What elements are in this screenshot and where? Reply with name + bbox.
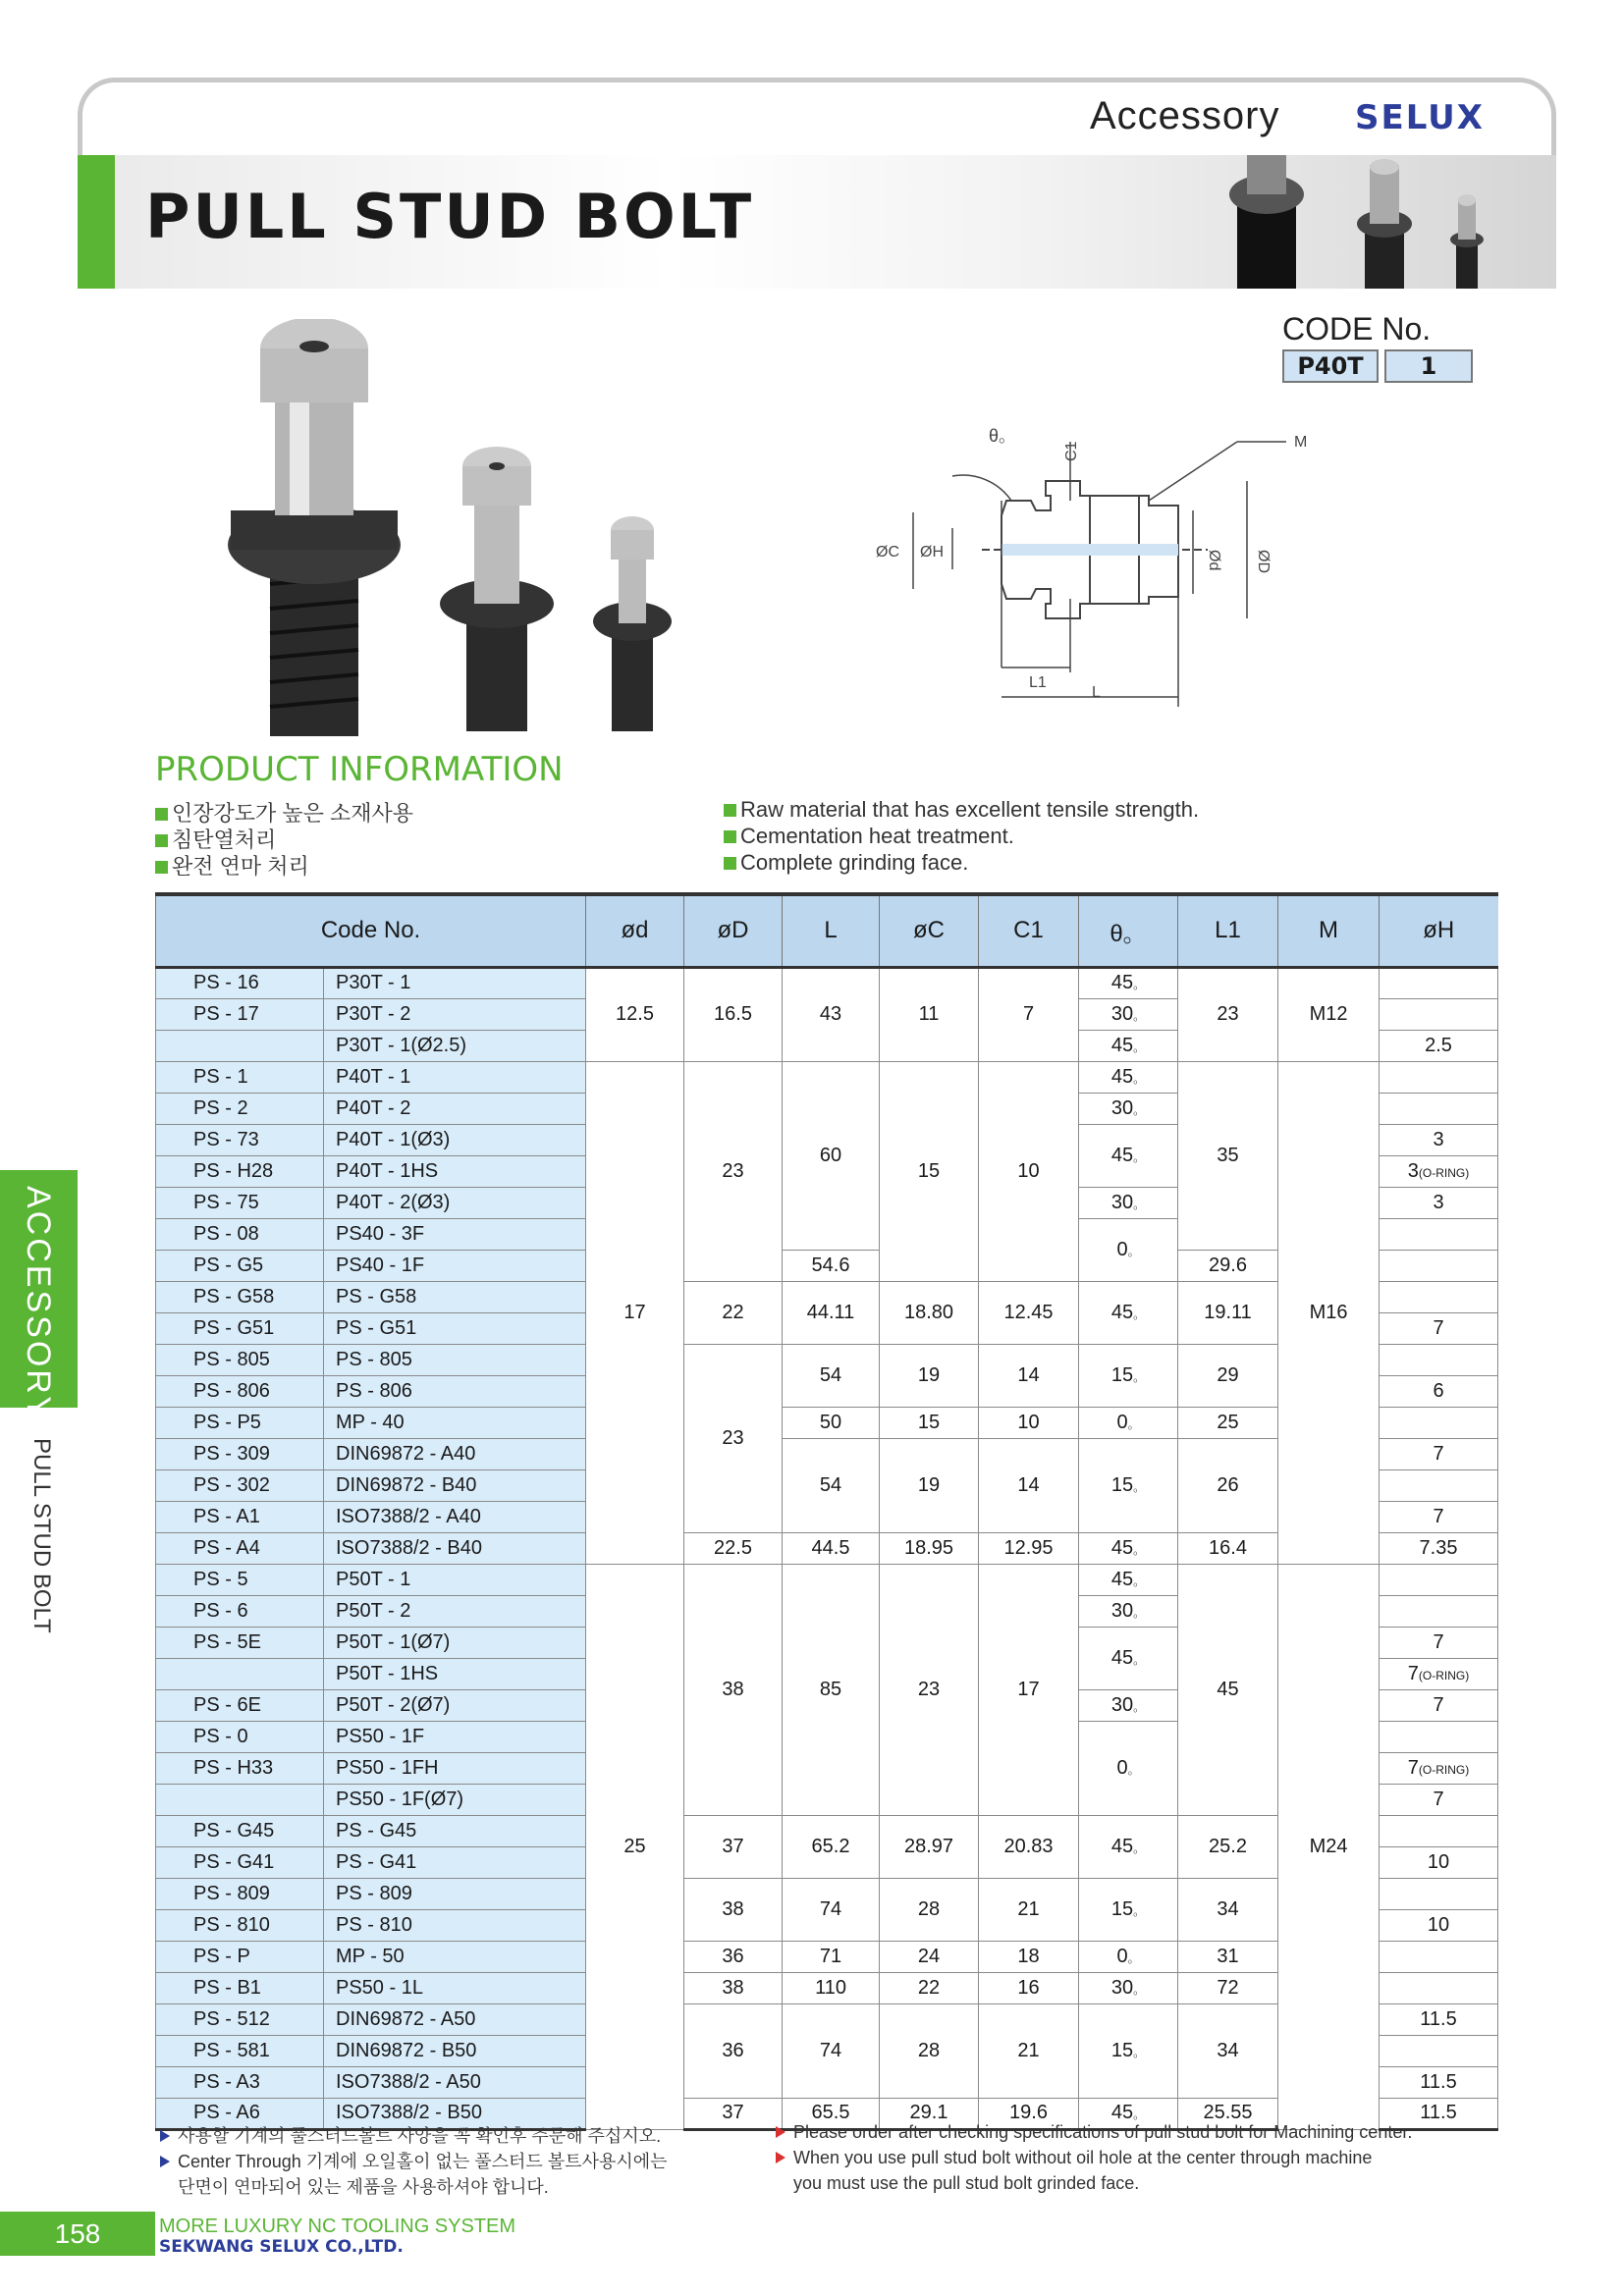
cell-L1: 23 <box>1178 967 1278 1061</box>
cell-H <box>1380 1093 1498 1124</box>
code-no: PS - A4 <box>156 1532 324 1564</box>
cell-H: 3 <box>1380 1187 1498 1218</box>
code-no: PS50 - 1FH <box>324 1752 586 1784</box>
cell-H <box>1380 1250 1498 1281</box>
code-no <box>156 1784 324 1815</box>
cell-d: 17 <box>586 1061 684 1564</box>
code-no: DIN69872 - A40 <box>324 1438 586 1469</box>
note-en-2: When you use pull stud bolt without oil hole at the center through machine <box>776 2148 1372 2168</box>
cell-L1: 45 <box>1178 1564 1278 1815</box>
code-no: PS - 5E <box>156 1627 324 1658</box>
cell-L: 44.11 <box>783 1281 880 1344</box>
code-no: PS - 6E <box>156 1689 324 1721</box>
code-no: PS - P5 <box>156 1407 324 1438</box>
code-no: PS - 806 <box>324 1375 586 1407</box>
cell-L1: 25 <box>1178 1407 1278 1438</box>
cell-D: 23 <box>684 1061 783 1281</box>
cell-L1: 34 <box>1178 1878 1278 1941</box>
note-en-3: you must use the pull stud bolt grinded face. <box>793 2173 1140 2193</box>
diagram-label-l1: L1 <box>1029 674 1047 691</box>
cell-theta: 45。 <box>1079 967 1178 998</box>
cell-H: 7.35 <box>1380 1532 1498 1564</box>
code-no: PS40 - 3F <box>324 1218 586 1250</box>
code-no: P40T - 2(Ø3) <box>324 1187 586 1218</box>
cell-D: 22.5 <box>684 1532 783 1564</box>
cell-D: 16.5 <box>684 967 783 1061</box>
cell-d: 25 <box>586 1564 684 2129</box>
diagram-label-l: L <box>1092 684 1101 701</box>
cell-L: 54.6 <box>783 1250 880 1281</box>
cell-C: 23 <box>880 1564 979 1815</box>
code-no: PS - 581 <box>156 2035 324 2066</box>
code-no: PS - A1 <box>156 1501 324 1532</box>
cell-H: 7 <box>1380 1627 1498 1658</box>
cell-C1: 18 <box>979 1941 1079 1972</box>
cell-theta: 45。 <box>1079 1124 1178 1187</box>
cell-C: 28 <box>880 2003 979 2098</box>
cell-C1: 12.95 <box>979 1532 1079 1564</box>
brand-logo: SELUX <box>1355 98 1485 137</box>
cell-H <box>1380 1721 1498 1752</box>
cell-L1: 34 <box>1178 2003 1278 2098</box>
cell-D: 37 <box>684 1815 783 1878</box>
code-no: PS - P <box>156 1941 324 1972</box>
code-no: PS - B1 <box>156 1972 324 2003</box>
page-title: PULL STUD BOLT <box>145 181 755 252</box>
cell-H: 7 <box>1380 1438 1498 1469</box>
code-no: PS - 302 <box>156 1469 324 1501</box>
code-no: P40T - 2 <box>324 1093 586 1124</box>
cell-H <box>1380 1595 1498 1627</box>
code-no: P40T - 1(Ø3) <box>324 1124 586 1155</box>
col-header-d: ød <box>586 894 684 967</box>
cell-C1: 16 <box>979 1972 1079 2003</box>
cell-H: 6 <box>1380 1375 1498 1407</box>
cell-C1: 10 <box>979 1061 1079 1281</box>
diagram-label-theta: θ。 <box>989 426 1017 446</box>
pi-en-1: Raw material that has excellent tensile strength. <box>724 797 1199 823</box>
cell-C1: 14 <box>979 1438 1079 1532</box>
col-header-code: Code No. <box>156 894 586 967</box>
cell-H: 11.5 <box>1380 2066 1498 2098</box>
code-no: P50T - 1(Ø7) <box>324 1627 586 1658</box>
cell-theta: 0。 <box>1079 1218 1178 1281</box>
cell-H: 11.5 <box>1380 2003 1498 2035</box>
cell-C1: 21 <box>979 2003 1079 2098</box>
code-no: PS - 6 <box>156 1595 324 1627</box>
cell-L: 43 <box>783 967 880 1061</box>
cell-D: 23 <box>684 1344 783 1532</box>
code-no: PS - G51 <box>324 1312 586 1344</box>
cell-C: 15 <box>880 1061 979 1281</box>
cell-L: 85 <box>783 1564 880 1815</box>
cell-C1: 12.45 <box>979 1281 1079 1344</box>
cell-C: 24 <box>880 1941 979 1972</box>
cell-H: 7(O-RING) <box>1380 1658 1498 1689</box>
cell-theta: 15。 <box>1079 2003 1178 2098</box>
cell-C: 11 <box>880 967 979 1061</box>
cell-L: 71 <box>783 1941 880 1972</box>
cell-M: M16 <box>1278 1061 1380 1564</box>
cell-C1: 17 <box>979 1564 1079 1815</box>
side-sub-label: PULL STUD BOLT <box>28 1438 55 1633</box>
cell-theta: 30。 <box>1079 1972 1178 2003</box>
code-part-2: 1 <box>1384 349 1473 383</box>
col-header-L1: L1 <box>1178 894 1278 967</box>
code-no: MP - 50 <box>324 1941 586 1972</box>
code-no: PS - 806 <box>156 1375 324 1407</box>
cell-H <box>1380 1344 1498 1375</box>
code-no: PS - 512 <box>156 2003 324 2035</box>
cell-D: 37 <box>684 2098 783 2129</box>
cell-H <box>1380 1878 1498 1909</box>
code-no: P30T - 1 <box>324 967 586 998</box>
diagram-label-phi-d: Ød <box>1206 550 1222 571</box>
cell-H: 2.5 <box>1380 1030 1498 1061</box>
cell-L1: 72 <box>1178 1972 1278 2003</box>
code-no: MP - 40 <box>324 1407 586 1438</box>
product-info-title: PRODUCT INFORMATION <box>155 750 564 789</box>
diagram-label-c1: C1 <box>1063 441 1080 461</box>
code-no: PS40 - 1F <box>324 1250 586 1281</box>
diagram-label-phi-D: ØD <box>1255 550 1272 573</box>
cell-C: 15 <box>880 1407 979 1438</box>
cell-H <box>1380 1061 1498 1093</box>
header-product-photo <box>1218 155 1551 289</box>
cell-theta: 45。 <box>1079 1564 1178 1595</box>
cell-L: 74 <box>783 1878 880 1941</box>
cell-theta: 45。 <box>1079 1061 1178 1093</box>
cell-H: 7 <box>1380 1312 1498 1344</box>
product-photo <box>221 319 712 741</box>
cell-H: 7 <box>1380 1501 1498 1532</box>
cell-C: 28.97 <box>880 1815 979 1878</box>
code-no: PS - 0 <box>156 1721 324 1752</box>
cell-theta: 45。 <box>1079 1815 1178 1878</box>
code-no: DIN69872 - B40 <box>324 1469 586 1501</box>
title-accent-bar <box>78 155 115 289</box>
code-no: P40T - 1HS <box>324 1155 586 1187</box>
cell-D: 22 <box>684 1281 783 1344</box>
cell-L: 54 <box>783 1344 880 1407</box>
cell-H <box>1380 1941 1498 1972</box>
cell-theta: 30。 <box>1079 1689 1178 1721</box>
cell-theta: 15。 <box>1079 1438 1178 1532</box>
cell-L: 65.5 <box>783 2098 880 2129</box>
footer-tagline: MORE LUXURY NC TOOLING SYSTEM <box>159 2216 516 2237</box>
cell-L1: 31 <box>1178 1941 1278 1972</box>
cell-H: 3 <box>1380 1124 1498 1155</box>
pi-en-2: Cementation heat treatment. <box>724 824 1014 849</box>
footer-company: SEKWANG SELUX CO.,LTD. <box>159 2237 404 2257</box>
cell-H <box>1380 967 1498 998</box>
cell-theta: 45。 <box>1079 1627 1178 1689</box>
code-no: P30T - 2 <box>324 998 586 1030</box>
cell-H: 11.5 <box>1380 2098 1498 2129</box>
cell-C: 19 <box>880 1438 979 1532</box>
cell-C1: 7 <box>979 967 1079 1061</box>
code-no: PS - A3 <box>156 2066 324 2098</box>
code-no: PS50 - 1F <box>324 1721 586 1752</box>
code-no: PS - 309 <box>156 1438 324 1469</box>
cell-L1: 25.55 <box>1178 2098 1278 2129</box>
cell-theta: 30。 <box>1079 1187 1178 1218</box>
note-ko-1: 사용할 기계의 풀스터드볼트 사양을 꼭 확인후 주문해 주십시오. <box>160 2122 661 2148</box>
code-no: PS - 75 <box>156 1187 324 1218</box>
cell-M: M12 <box>1278 967 1380 1061</box>
page-number: 158 <box>0 2212 155 2256</box>
code-no: P40T - 1 <box>324 1061 586 1093</box>
table-row <box>156 1061 1498 1093</box>
code-no: PS - G5 <box>156 1250 324 1281</box>
code-no: PS - H28 <box>156 1155 324 1187</box>
cell-H <box>1380 1407 1498 1438</box>
section-label: Accessory <box>1090 94 1280 137</box>
diagram-label-phi-h: ØH <box>920 544 944 561</box>
code-no: P50T - 2 <box>324 1595 586 1627</box>
code-no: P50T - 1HS <box>324 1658 586 1689</box>
cell-d: 12.5 <box>586 967 684 1061</box>
code-no-label: CODE No. <box>1282 311 1432 347</box>
cell-L1: 25.2 <box>1178 1815 1278 1878</box>
cell-H: 10 <box>1380 1846 1498 1878</box>
cell-L1: 16.4 <box>1178 1532 1278 1564</box>
code-no: ISO7388/2 - A50 <box>324 2066 586 2098</box>
code-no: PS50 - 1L <box>324 1972 586 2003</box>
code-no: PS - 809 <box>156 1878 324 1909</box>
code-no: P50T - 1 <box>324 1564 586 1595</box>
cell-theta: 45。 <box>1079 2098 1178 2129</box>
cell-L1: 26 <box>1178 1438 1278 1532</box>
col-header-C: øC <box>880 894 979 967</box>
pi-ko-2: 침탄열처리 <box>155 824 276 854</box>
cell-D: 36 <box>684 1941 783 1972</box>
cell-C: 29.1 <box>880 2098 979 2129</box>
cell-L: 50 <box>783 1407 880 1438</box>
code-no: PS - G51 <box>156 1312 324 1344</box>
pi-ko-3: 완전 연마 처리 <box>155 850 309 881</box>
cell-D: 36 <box>684 2003 783 2098</box>
cell-H <box>1380 1218 1498 1250</box>
code-no: PS - 2 <box>156 1093 324 1124</box>
cell-M: M24 <box>1278 1564 1380 2129</box>
code-no: PS - G41 <box>156 1846 324 1878</box>
cell-C: 18.80 <box>880 1281 979 1344</box>
cell-C1: 20.83 <box>979 1815 1079 1878</box>
table-row <box>156 967 1498 998</box>
code-no <box>156 1030 324 1061</box>
cell-C1: 21 <box>979 1878 1079 1941</box>
cell-theta: 45。 <box>1079 1532 1178 1564</box>
code-no: PS - 08 <box>156 1218 324 1250</box>
cell-H <box>1380 1469 1498 1501</box>
col-header-L: L <box>783 894 880 967</box>
code-no: PS - G41 <box>324 1846 586 1878</box>
cell-theta: 30。 <box>1079 1595 1178 1627</box>
code-no: PS - 16 <box>156 967 324 998</box>
code-no: PS - H33 <box>156 1752 324 1784</box>
cell-theta: 15。 <box>1079 1344 1178 1407</box>
code-no: P50T - 2(Ø7) <box>324 1689 586 1721</box>
cell-H <box>1380 1564 1498 1595</box>
cell-L: 74 <box>783 2003 880 2098</box>
code-no: PS - 73 <box>156 1124 324 1155</box>
code-no: ISO7388/2 - A40 <box>324 1501 586 1532</box>
side-tab-label: ACCESSORY <box>20 1186 57 1421</box>
code-no: PS - 1 <box>156 1061 324 1093</box>
note-en-1: Please order after checking specifications of pull stud bolt for Machining center. <box>776 2122 1412 2143</box>
technical-diagram <box>854 402 1483 726</box>
cell-C: 22 <box>880 1972 979 2003</box>
diagram-label-phi-c: ØC <box>876 544 899 561</box>
cell-theta: 0。 <box>1079 1407 1178 1438</box>
code-no: PS50 - 1F(Ø7) <box>324 1784 586 1815</box>
cell-H <box>1380 998 1498 1030</box>
code-no: PS - G58 <box>324 1281 586 1312</box>
code-no <box>156 1658 324 1689</box>
code-no: PS - 810 <box>156 1909 324 1941</box>
table-row <box>156 1564 1498 1595</box>
cell-L1: 29 <box>1178 1344 1278 1407</box>
pi-en-3: Complete grinding face. <box>724 850 968 876</box>
code-no: ISO7388/2 - B40 <box>324 1532 586 1564</box>
cell-C: 18.95 <box>880 1532 979 1564</box>
col-header-D: øD <box>684 894 783 967</box>
cell-theta: 30。 <box>1079 998 1178 1030</box>
cell-theta: 0。 <box>1079 1721 1178 1815</box>
cell-C1: 19.6 <box>979 2098 1079 2129</box>
note-ko-3: 단면이 연마되어 있는 제품을 사용하셔야 합니다. <box>178 2177 549 2197</box>
diagram-label-m: M <box>1294 434 1308 451</box>
cell-H: 7 <box>1380 1689 1498 1721</box>
note-ko-2: Center Through 기계에 오일홀이 없는 풀스터드 볼트사용시에는 <box>160 2148 668 2173</box>
code-no: PS - 805 <box>156 1344 324 1375</box>
code-no: PS - 810 <box>324 1909 586 1941</box>
cell-theta: 30。 <box>1079 1093 1178 1124</box>
col-header-H: øH <box>1380 894 1498 967</box>
code-no: PS - 805 <box>324 1344 586 1375</box>
code-no: P30T - 1(Ø2.5) <box>324 1030 586 1061</box>
cell-C1: 10 <box>979 1407 1079 1438</box>
code-no: PS - A6 <box>156 2098 324 2129</box>
col-header-M: M <box>1278 894 1380 967</box>
cell-L: 65.2 <box>783 1815 880 1878</box>
code-no: PS - G45 <box>156 1815 324 1846</box>
cell-L1: 19.11 <box>1178 1281 1278 1344</box>
cell-D: 38 <box>684 1972 783 2003</box>
cell-theta: 45。 <box>1079 1281 1178 1344</box>
cell-D: 38 <box>684 1878 783 1941</box>
cell-theta: 45。 <box>1079 1030 1178 1061</box>
cell-H <box>1380 1281 1498 1312</box>
cell-C: 19 <box>880 1344 979 1407</box>
code-no: PS - G45 <box>324 1815 586 1846</box>
cell-H: 10 <box>1380 1909 1498 1941</box>
code-no: PS - 17 <box>156 998 324 1030</box>
col-header-C1: C1 <box>979 894 1079 967</box>
code-no: PS - 5 <box>156 1564 324 1595</box>
cell-L: 54 <box>783 1438 880 1532</box>
cell-theta: 0。 <box>1079 1941 1178 1972</box>
code-no: PS - G58 <box>156 1281 324 1312</box>
spec-table <box>155 892 1498 2131</box>
cell-L1: 29.6 <box>1178 1250 1278 1281</box>
code-no: DIN69872 - A50 <box>324 2003 586 2035</box>
cell-L1: 35 <box>1178 1061 1278 1250</box>
code-no: ISO7388/2 - B50 <box>324 2098 586 2129</box>
cell-H: 7(O-RING) <box>1380 1752 1498 1784</box>
code-part-1: P40T <box>1282 349 1379 383</box>
cell-H <box>1380 1815 1498 1846</box>
pi-ko-1: 인장강도가 높은 소재사용 <box>155 797 413 828</box>
cell-L: 60 <box>783 1061 880 1250</box>
code-no: DIN69872 - B50 <box>324 2035 586 2066</box>
cell-C1: 14 <box>979 1344 1079 1407</box>
cell-D: 38 <box>684 1564 783 1815</box>
cell-theta: 15。 <box>1079 1878 1178 1941</box>
cell-L: 44.5 <box>783 1532 880 1564</box>
cell-H: 3(O-RING) <box>1380 1155 1498 1187</box>
col-header-theta: θ。 <box>1079 894 1178 967</box>
cell-H <box>1380 1972 1498 2003</box>
cell-H: 7 <box>1380 1784 1498 1815</box>
cell-H <box>1380 2035 1498 2066</box>
cell-C: 28 <box>880 1878 979 1941</box>
cell-L: 110 <box>783 1972 880 2003</box>
code-no: PS - 809 <box>324 1878 586 1909</box>
